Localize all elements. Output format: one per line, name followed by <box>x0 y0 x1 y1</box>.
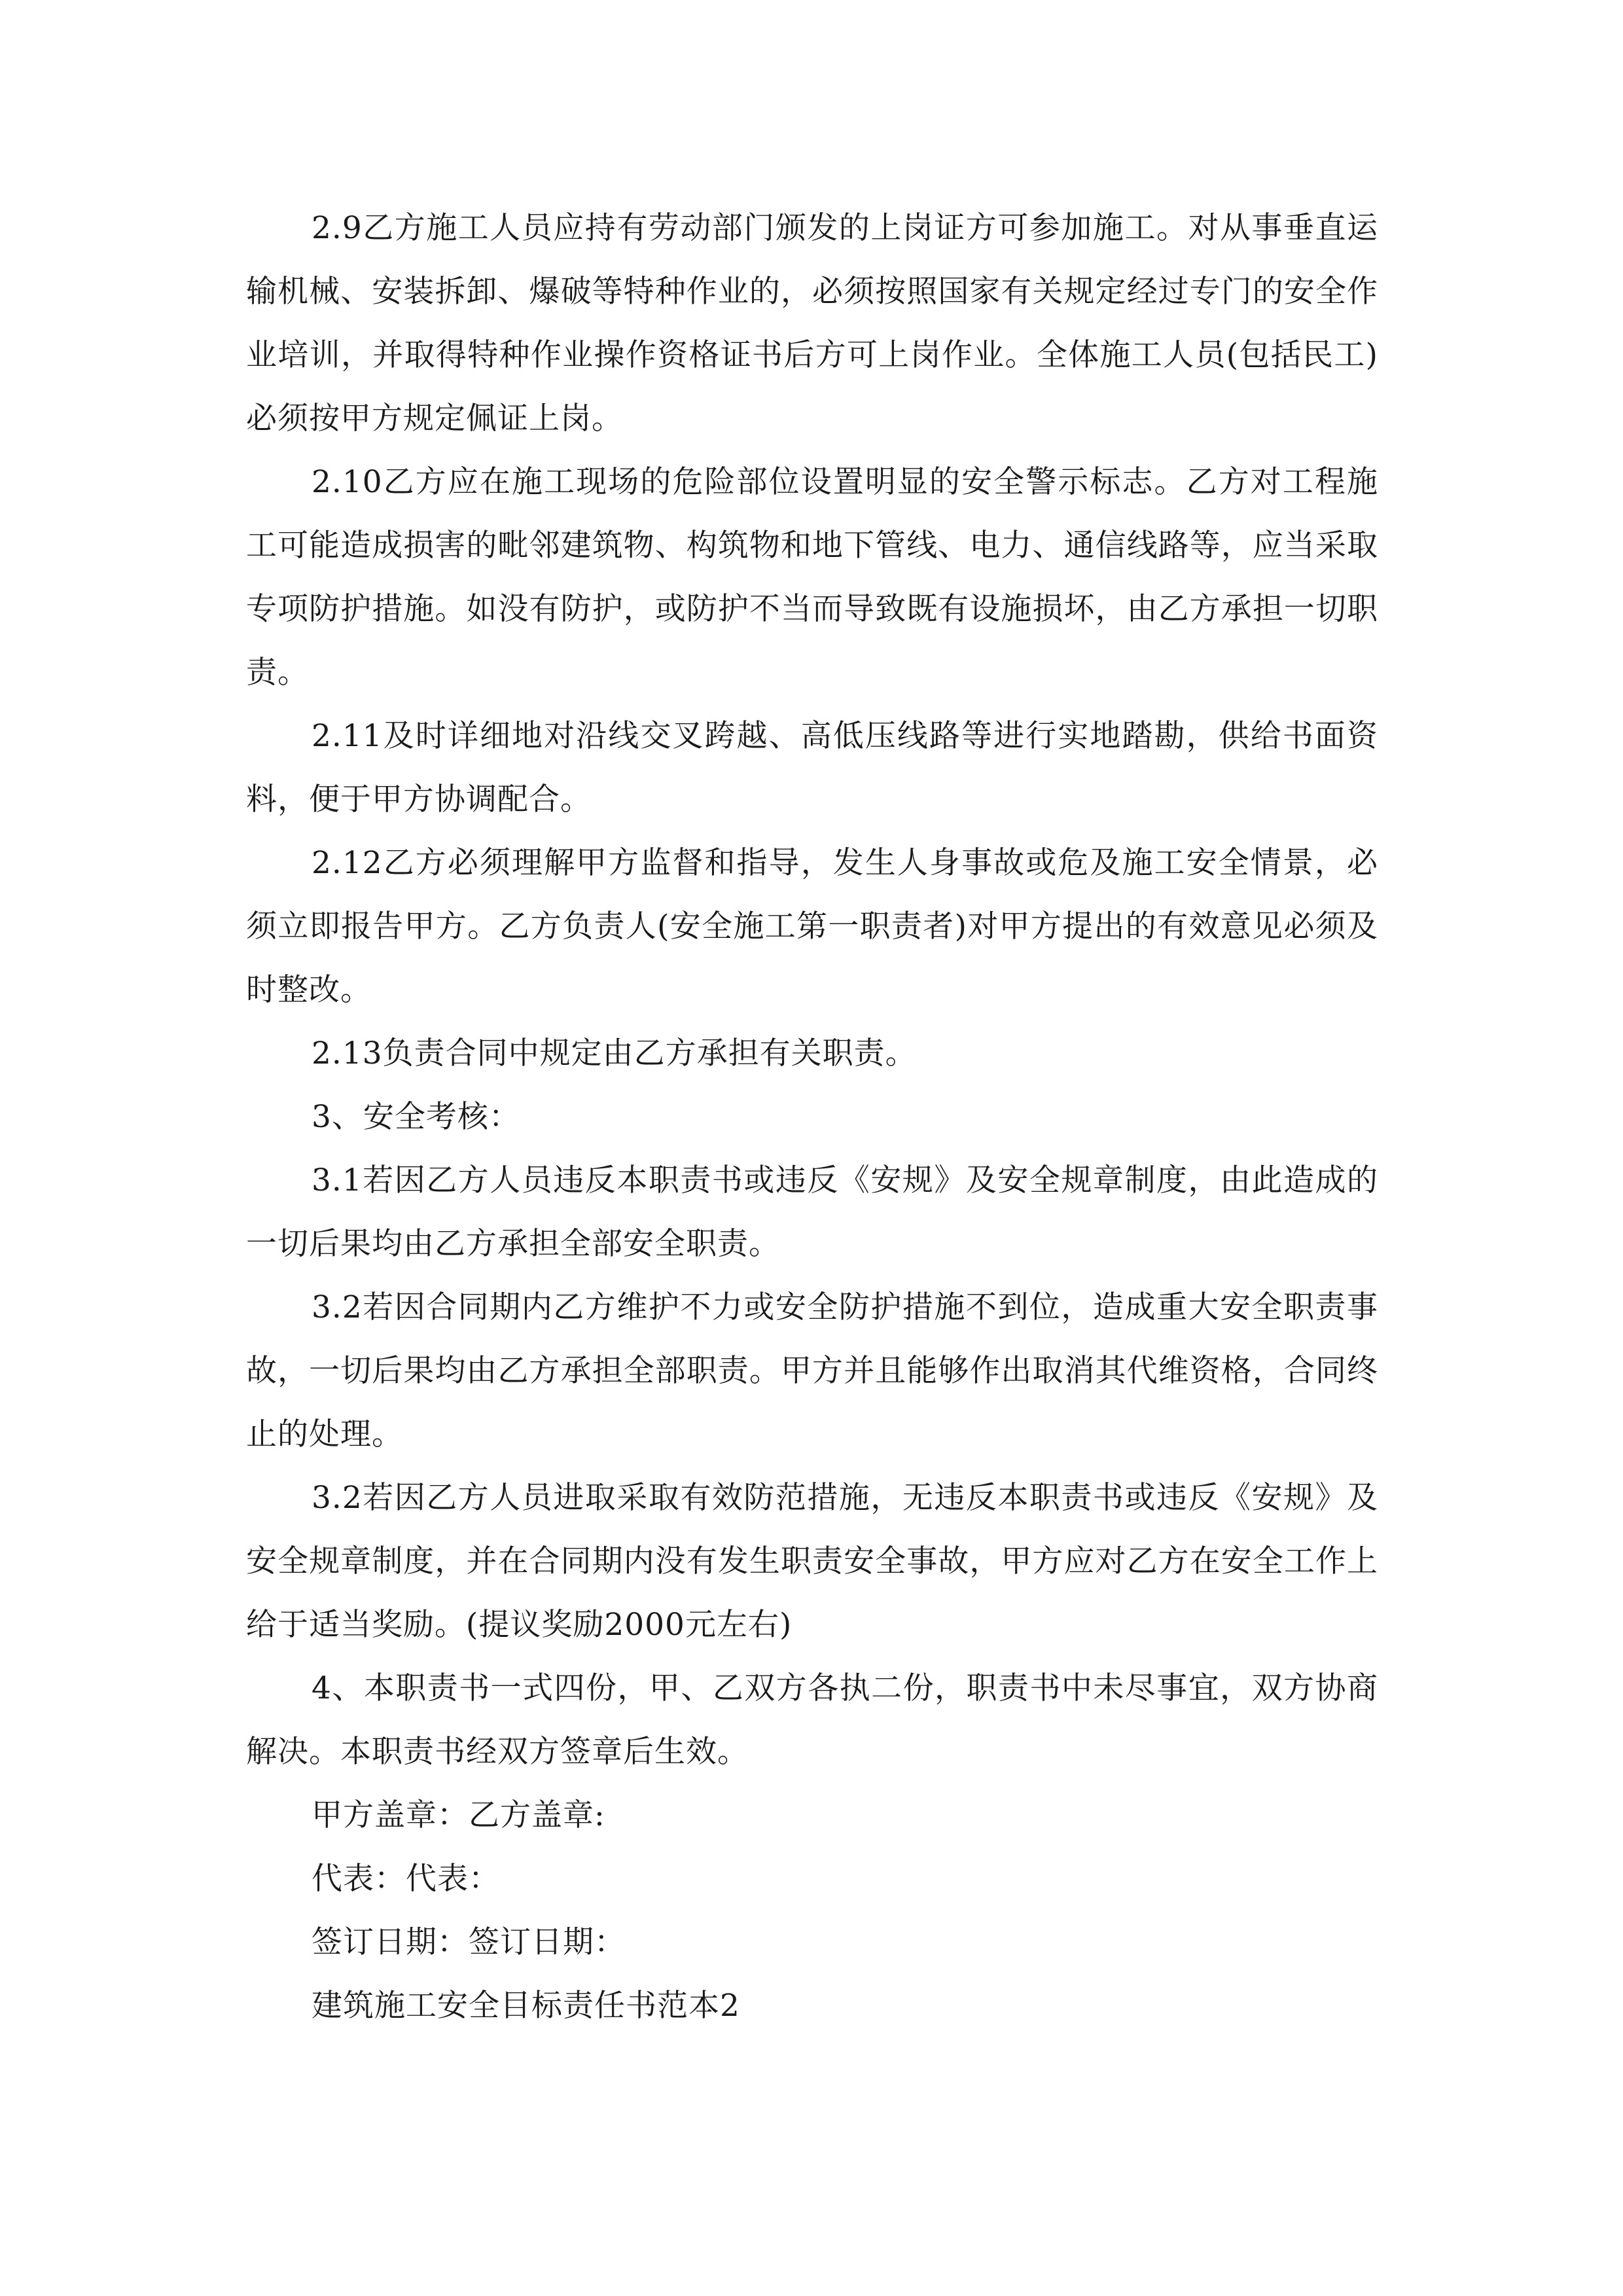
paragraph-2-10: 2.10乙方应在施工现场的危险部位设置明显的安全警示标志。乙方对工程施工可能造成损害的毗邻建筑物、构筑物和地下管线、电力、通信线路等，应当采取专项防护措施。如没有防护，或防护不当而导致既有设施损坏，由乙方承担一切职责。 <box>246 464 1378 691</box>
seal-line: 甲方盖章：乙方盖章: <box>312 1797 605 1833</box>
signing-date-line: 签订日期：签订日期： <box>312 1924 626 1960</box>
document-page <box>246 196 1378 2037</box>
next-document-title: 建筑施工安全目标责任书范本2 <box>312 1988 740 2024</box>
section-heading-safety-assessment: 3、安全考核： <box>312 1099 520 1135</box>
paragraph-4: 4、本职责书一式四份，甲、乙双方各执二份，职责书中未尽事宜，双方协商解决。本职责书经双方签章后生效。 <box>246 1670 1378 1770</box>
paragraph-3-1: 3.1若因乙方人员违反本职责书或违反《安规》及安全规章制度，由此造成的一切后果均由乙方承担全部安全职责。 <box>246 1162 1378 1262</box>
paragraph-2-9: 2.9乙方施工人员应持有劳动部门颁发的上岗证方可参加施工。对从事垂直运输机械、安装拆卸、爆破等特种作业的，必须按照国家有关规定经过专门的安全作业培训，并取得特种作业操作资格证书后方可上岗作业。全体施工人员(包括民工)必须按甲方规定佩证上岗。 <box>246 210 1378 437</box>
paragraph-2-12: 2.12乙方必须理解甲方监督和指导，发生人身事故或危及施工安全情景，必须立即报告甲方。乙方负责人(安全施工第一职责者)对甲方提出的有效意见必须及时整改。 <box>246 845 1378 1008</box>
representative-line: 代表：代表： <box>312 1861 500 1897</box>
paragraph-3-2-a: 3.2若因合同期内乙方维护不力或安全防护措施不到位，造成重大安全职责事故，一切后果均由乙方承担全部职责。甲方并且能够作出取消其代维资格，合同终止的处理。 <box>246 1289 1378 1452</box>
paragraph-2-13: 2.13负责合同中规定由乙方承担有关职责。 <box>312 1035 917 1071</box>
paragraph-2-11: 2.11及时详细地对沿线交叉跨越、高低压线路等进行实地踏勘，供给书面资料，便于甲方协调配合。 <box>246 718 1378 817</box>
paragraph-3-2-b: 3.2若因乙方人员进取采取有效防范措施，无违反本职责书或违反《安规》及安全规章制度，并在合同期内没有发生职责安全事故，甲方应对乙方在安全工作上给于适当奖励。(提议奖励2000元左右) <box>246 1480 1378 1643</box>
